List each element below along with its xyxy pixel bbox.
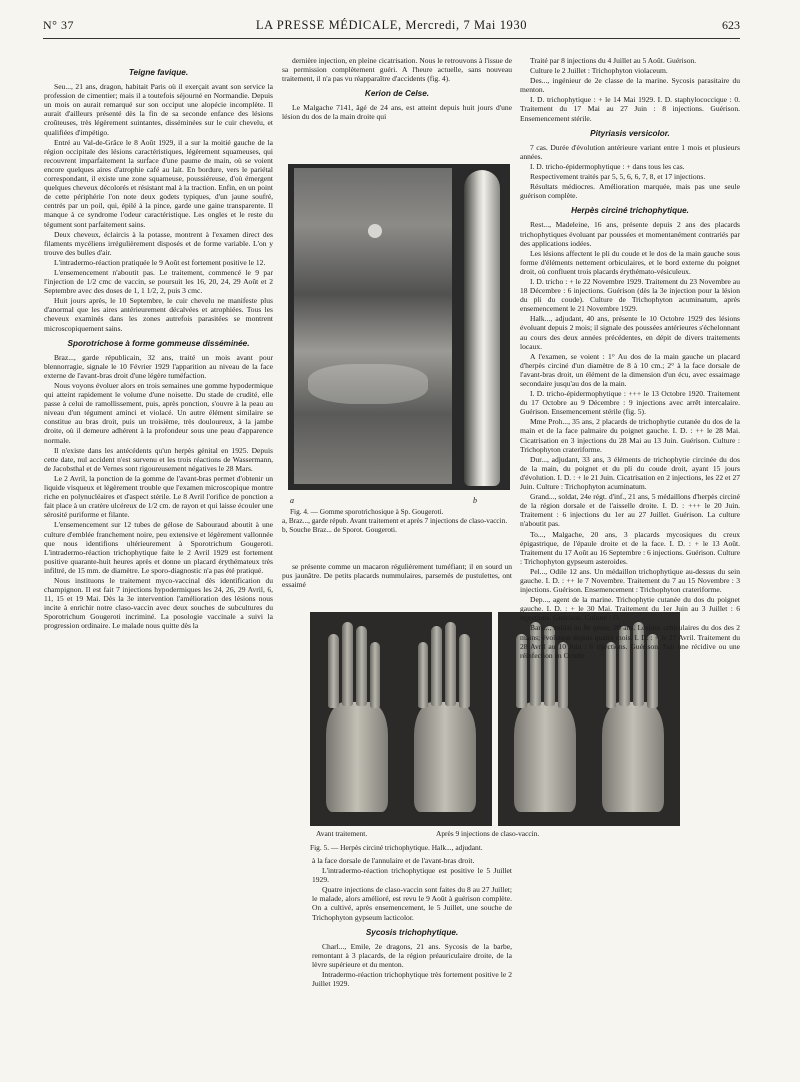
paragraph: To..., Malgache, 20 ans, 3 placards mycosiques du creux épigastrique, de l'épaule droite et de la face. I. D. : + le 13 Août. Traitement du 17 Août au 16 Septembre : 6 injections. Guérison. Culture : Trichophyton gypseum asteroides. bbox=[520, 529, 740, 566]
hands-before-photo bbox=[310, 612, 492, 826]
paragraph: Des..., ingénieur de 2e classe de la marine. Sycosis parasitaire du menton. bbox=[520, 76, 740, 95]
figure-4 bbox=[288, 164, 510, 494]
section-heading-sycosis: Sycosis trichophytique. bbox=[365, 927, 459, 937]
paragraph: Braz..., garde républicain, 32 ans, traité un mois avant pour blennorragie, signale le 10 Février 1929 l'apparition au niveau de la face externe de l'avant-bras droit d'une légère tuméfaction. bbox=[44, 352, 273, 380]
figure-4-label-a: a bbox=[290, 496, 294, 505]
forearm-photo bbox=[294, 168, 452, 484]
figure-5-caption: Fig. 5. — Herpès circiné trichophytique. Halk..., adjudant. bbox=[310, 843, 483, 852]
paragraph: Charl..., Emile, 2e dragons, 21 ans. Sycosis de la barbe, remontant à 3 placards, de la région préauriculaire droite, de la lèvre supérieure et du menton. bbox=[312, 941, 512, 969]
lesion-mark bbox=[308, 364, 428, 404]
paragraph: Dep..., agent de la marine. Trichophytie cutanée du dos du poignet gauche. I. D. : + le 30 Mai. Traitement du 1er Juin au 3 Juillet : 6 injections. Guérison. Culture : O. bbox=[520, 595, 740, 623]
paragraph: L'ensemencement n'aboutit pas. Le traitement, commencé le 9 par l'injection de 1/2 cmc de vaccin, se poursuit les 16, 20, 24, 29 Août et 2 Septembre avec des doses de 1, 1 1/2, 2, puis 3 cmc. bbox=[44, 267, 273, 296]
page-header bbox=[43, 18, 740, 38]
column-2-mid bbox=[282, 562, 512, 589]
paragraph: Les lésions affectent le pli du coude et le dos de la main gauche sous forme d'éléments nettement orbiculaires, et le bord externe du poignet droit, où confluent trois placards érythémato-vésiculeux. bbox=[520, 248, 740, 276]
paragraph: A l'examen, se voient : 1° Au dos de la main gauche un placard d'herpès circiné d'un diamètre de 8 à 10 cm.; 2° à la face dorsale de l'avant-bras droit, un élément de la dimension d'un écu, avec essaimage secondaire jusqu'au dos de la main. bbox=[520, 351, 740, 388]
paragraph: Culture le 2 Juillet : Trichophyton violaceum. bbox=[530, 66, 668, 76]
section-heading-pityriasis: Pityriasis versicolor. bbox=[590, 128, 670, 138]
paragraph: Dur..., adjudant, 33 ans, 3 éléments de trichophytie circinée du dos de la main, du poignet et du pli du coude droit, ayant 15 jours d'évolution. I. D. : + le 21 Juin. Cicatrisation en 2 injections, les 22 et 27 Juin. Culture : Trichophyton acuminatum. bbox=[520, 454, 740, 492]
section-heading-teigne: Teigne favique. bbox=[128, 68, 189, 77]
caption-line: a, Braz..., garde répub. Avant traitement et après 7 injections de claso-vaccin. bbox=[282, 515, 508, 525]
paragraph: à la face dorsale de l'annulaire et de l'avant-bras droit. bbox=[312, 856, 475, 865]
paragraph: Quatre injections de claso-vaccin sont faites du 8 au 27 Juillet; le malade, alors amélioré, est revu le 9 Août à guérison complète. On a cultivé, après ensemencement, le 5 Juillet, une souche de Trichophyton gypseum lacticolor. bbox=[312, 885, 512, 922]
caption-line: Fig. 4. — Gomme sporotrichosique à Sp. Gougeroti. bbox=[290, 507, 444, 516]
column-3 bbox=[520, 56, 740, 1060]
paragraph: Nous voyons évoluer alors en trois semaines une gomme hypodermique qui atteint rapidement le volume d'une noisette. Du stade de crudité, elle passe à celui de ramollissement, puis, après ponction, s'ouvre à la peau au niveau d'un tégument aminci et violacé. Un autre élément similaire se constitue au bras droit, puis un troisième, très douloureux, à la jambe droite, où il demeure adhérent à la profondeur sous une peau d'apparence normale. bbox=[44, 381, 273, 445]
paragraph: I. D. tricho-épidermophytique : + dans tous les cas. bbox=[530, 161, 685, 171]
figure-4-label-b: b bbox=[473, 496, 477, 505]
paragraph: Rest..., Madeleine, 16 ans, présente depuis 2 ans des placards trichophytiques évoluant par poussées et momentanément contrariés par des applications iodées. bbox=[520, 220, 740, 248]
figure-4-photograph bbox=[288, 164, 510, 490]
paragraph: Le 2 Avril, la ponction de la gomme de l'avant-bras permet d'obtenir un liquide visqueux et légèrement trouble que l'examen microscopique montre riche en polynucléaires et d'aspect stérile. Le 8 Avril l'orifice de ponction a fait place à un cratère ulcéreux de 1/2 cm. de rayon et qui laisse écouler une sérosité puriforme et filante. bbox=[44, 473, 273, 520]
culture-tube-photo bbox=[464, 170, 500, 486]
paragraph: Mme Proh..., 35 ans, 2 placards de trichophytie cutanée du dos de la main et de la face palmaire du poignet gauche. I. D. : ++ le 28 Mai. Cicatrisation en 3 injections du 28 Mai au 13 Juin. Guérison. Culture : Trichophyton crateriforme. bbox=[520, 417, 740, 454]
column-2-bottom bbox=[312, 856, 512, 989]
issue-number: N° 37 bbox=[43, 18, 74, 32]
paragraph: Pel..., Odile 12 ans. Un médaillon trichophytique au-dessus du sein gauche. I. D. : ++ le 7 Novembre. Traitement du 7 au 15 Novembre : 3 injections. Guérison. Ensemencement : Trichophyton crateriforme. bbox=[520, 566, 740, 595]
paragraph: L'intradermo-réaction pratiquée le 9 Août est fortement positive le 12. bbox=[54, 257, 266, 267]
paragraph: dernière injection, en pleine cicatrisation. Nous le retrouvons à l'issue de sa permission complètement guéri. A l'heure actuelle, sans nouveau traitement, il n'a pas vu réapparaître d'accidents (fig. 4). bbox=[282, 56, 512, 84]
column-2-top bbox=[282, 56, 512, 166]
page-number: 623 bbox=[722, 18, 740, 32]
lesion-mark bbox=[368, 224, 382, 238]
paragraph: Le Malgache 7141, âgé de 24 ans, est atteint depuis huit jours d'une lésion du dos de la main droite qui bbox=[282, 103, 512, 122]
paragraph: Traité par 8 injections du 4 Juillet au 5 Août. Guérison. bbox=[530, 56, 697, 65]
paragraph: Grand..., soldat, 24e régt. d'inf., 21 ans, 5 médaillons d'herpès circiné de la région dorsale et de l'aisselle droite. I. D. : +++ le 20 Juin. Traitement : 6 injections du 1er au 27 Juillet. Guérison. La culture n'aboutit pas. bbox=[520, 492, 740, 529]
figure-5-label-after: Après 9 injections de claso-vaccin. bbox=[436, 829, 540, 838]
figure-4-caption bbox=[282, 508, 512, 534]
paragraph: L'intradermo-réaction trichophytique est positive le 5 Juillet 1929. bbox=[312, 866, 512, 885]
paragraph: Bars..., soldat au 8e génie, 20 ans. Lésions orbiculaires du dos des 2 mains; évolution depuis quatre mois. I. D. : + le 27 Avril. Traitement du 28 Avril au 10 Juin : 6 injections. Guérison. Fait une récidive ou une réinfection en Octobr bbox=[520, 623, 740, 660]
section-heading-kerion: Kerion de Celse. bbox=[364, 89, 430, 99]
column-1 bbox=[44, 56, 273, 1060]
paragraph: Deux cheveux, éclaircis à la potasse, montrent à l'examen direct des filaments mycéliens irrégulièrement disposés et de forme variable. L'on y trouve des bulles d'air. bbox=[44, 229, 273, 257]
paragraph: Huit jours après, le 10 Septembre, le cuir chevelu ne manifeste plus d'anormal que les aires antérieurement décalvées et atrophiées. Tous les cheveux examinés dans les zones autrefois parasitées se montrent microscopiquement sains. bbox=[44, 296, 273, 333]
paragraph: Intradermo-réaction trichophytique très fortement positive le 2 Juillet 1929. bbox=[312, 970, 512, 989]
section-heading-herpes: Herpès circiné trichophytique. bbox=[571, 206, 689, 216]
paragraph: Entré au Val-de-Grâce le 8 Août 1929, il a sur la moitié gauche de la région occipitale des lésions caractéristiques, légèrement squameuses, qui recouvrent imparfaitement la surface d'une paume de main, où se voient encore quelques aires d'atrophie café au lait. En bordure, vers le pariétal correspondant, il existe une zone squameuse, poussiéreuse, d'où émergent quelques cheveux décolorés et résistant mal à la traction. Enfin, en un point de cette périphérie l'on note deux godets typiques, d'un jaune soufré, centrés par un poil, qui, épilé à la pince, garde une gaine transparente. Il manque à ce syndrome l'odeur caractéristique. Les ongles et le reste du tégument sont parfaitement sains. bbox=[44, 137, 273, 229]
paragraph: Seu..., 21 ans, dragon, habitait Paris où il exerçait avant son service la profession de cimentier; mais il a toutefois séjourné en Normandie. Depuis un mois on aurait remarqué sur son occiput une alopécie incomplète. Il aurait d'ailleurs présenté dès la fin de sa seconde enfance des lésions croûteuses, très légèrement suintantes, disséminées sur le cuir chevelu, et qualifiées d'impétigo. bbox=[44, 82, 273, 137]
paragraph: I. D. trichophytique : + le 14 Mai 1929. I. D. staphylococcique : 0. Traitement du 17 Mai au 27 Juin : 8 injections. Guérison. Ensemencement stérile. bbox=[520, 95, 740, 123]
paragraph: se présente comme un macaron régulièrement tuméfiant; il en sourd un pus jaunâtre. De petits placards nummulaires, parsemés de pustulettes, ont essaimé bbox=[282, 562, 512, 590]
paragraph: Il n'existe dans les antécédents qu'un herpès génital en 1925. Depuis cette date, nul accident n'est survenu et les trois réactions de Wassermann, de Jacobsthal et de Vernes sont rigoureusement négatives le 28 Mars. bbox=[44, 445, 273, 473]
section-heading-sporotrichose: Sporotrichose à forme gommeuse disséminée. bbox=[67, 338, 250, 348]
paragraph: Résultats médiocres. Amélioration marquée, mais pas une seule guérison complète. bbox=[520, 182, 740, 201]
paragraph: L'ensemencement sur 12 tubes de gélose de Sabouraud aboutit à une culture d'emblée franchement noire, peu extensive et légèrement vallonnée que nous identifions ultérieurement à Sporotrichum Gougeroti. L'intradermo-réaction trichophytique faite le 2 Avril 1929 est fortement positive quarante-huit heures après et donne un placard érythémateux très infiltré, de 15 mm. de diamètre. Le sporo-diagnostic n'a pas été pratiqué. bbox=[44, 520, 273, 575]
paragraph: Respectivement traités par 5, 5, 6, 6, 7, 8, et 17 injections. bbox=[530, 172, 706, 182]
paragraph: 7 cas. Durée d'évolution antérieure variant entre 1 mois et plusieurs années. bbox=[520, 142, 740, 161]
paragraph: I. D. tricho-épidermophytique : +++ le 13 Octobre 1920. Traitement du 17 Octobre au 9 Décembre : 9 injections avec arrêt intercalaire. Guérison. Ensemencement stérile (fig. 5). bbox=[520, 389, 740, 417]
paragraph: Halk..., adjudant, 40 ans, présente le 10 Octobre 1929 des lésions évoluant depuis 2 mois; il signale des poussées antérieures s'échelonnant au cours des deux années précédentes, en dépit de divers traitements locaux. bbox=[520, 314, 740, 351]
caption-line: b, Souche Braz... de Sporot. Gougeroti. bbox=[282, 524, 397, 534]
header-rule bbox=[43, 38, 740, 39]
figure-5-label-before: Avant traitement. bbox=[316, 829, 368, 838]
paragraph: I. D. tricho : + le 22 Novembre 1929. Traitement du 23 Novembre au 18 Décembre : 6 injections. Guérison (dès la 3e injection pour la lésion du pli du coude). Culture de Trichophyton acuminatum, après ensemencement le 21 Novembre 1929. bbox=[520, 276, 740, 314]
journal-title: LA PRESSE MÉDICALE, Mercredi, 7 Mai 1930 bbox=[255, 18, 528, 32]
paragraph: Nous instituons le traitement myco-vaccinal dès identification du champignon. Il est fait 7 injections hypodermiques les 24, 26, 29 Avril, 6, 11, 15 et 19 Mai. Dès la 3e intervention l'amélioration des lésions nous incite à enrichir notre claso-vaccin avec deux souches de subcultures du Sporotrichum Gougeroti incriminé. La posologie vaccinale a suivi la progression ordinaire. Le malade nous quitte dès la bbox=[44, 575, 273, 631]
